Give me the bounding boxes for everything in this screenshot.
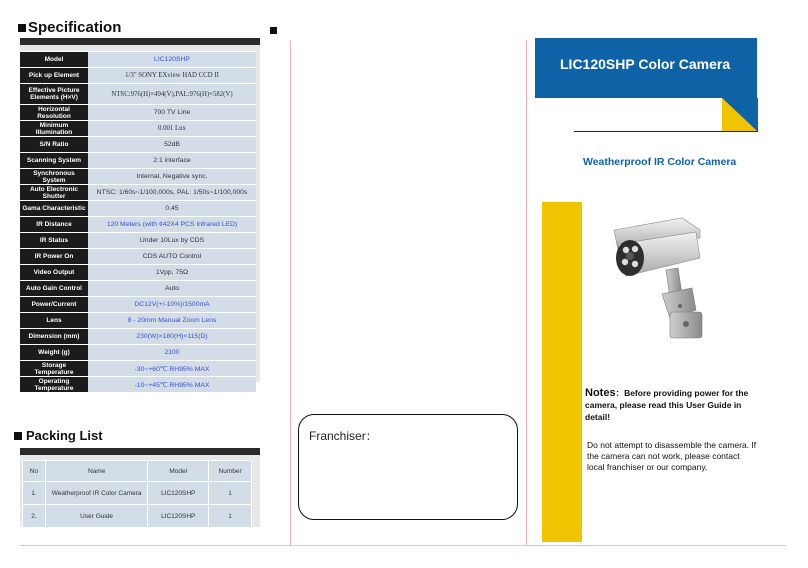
spec-label: Video Output [20,265,88,281]
spec-row [20,185,256,201]
packing-column-header: No [23,461,46,482]
packing-cell: User Guide [45,505,147,528]
spec-value: -30~+60℃ RH95% MAX [88,361,256,377]
spec-value: DC12V(+/-10%)/1500mA [88,297,256,313]
spec-value: 8 - 20mm Manual Zoom Lens [88,313,256,329]
fold-line [526,40,527,545]
spec-label: Storage Temperature [20,361,88,377]
section-bullet [18,24,26,32]
spec-value: NTSC:976(H)×494(V),PAL:976(H)×582(V) [88,84,256,105]
spec-label: Minimum Illumination [20,121,88,137]
spec-label: Synchronous System [20,169,88,185]
packing-column-header: Model [148,461,209,482]
spec-label: Model [20,52,88,68]
spec-row [20,329,256,345]
spec-value: 120 Meters (with ¢42X4 PCS Infrared LED) [88,217,256,233]
packing-cell: LIC120SHP [148,505,209,528]
spec-label: Operating Temperature [20,377,88,393]
spec-row [20,121,256,137]
notes-text: ：Before providing power for the camera, please read this User Guide in detail! [585,388,749,422]
spec-row [20,313,256,329]
warning-paragraph: Do not attempt to disassemble the camera. If the camera can not work, please contact local franchiser or our company. [587,440,757,472]
specification-header-bar [20,38,260,45]
packing-cell: 1 [209,482,252,505]
spec-value: 230(W)×180(H)×115(D) [88,329,256,345]
specification-table [20,51,256,393]
spec-label: IR Power On [20,249,88,265]
spec-row [20,217,256,233]
packing-cell: 1. [23,482,46,505]
spec-row [20,265,256,281]
yellow-side-bar [542,202,582,542]
spec-label: Power/Current [20,297,88,313]
spec-value: 0.45 [88,201,256,217]
section-bullet [14,432,22,440]
spec-value: 2100 [88,345,256,361]
spec-row [20,153,256,169]
spec-label: IR Status [20,233,88,249]
yellow-corner-triangle [722,98,758,132]
spec-value: 700 TV Line [88,105,256,121]
cover-title: LIC120SHP Color Camera [560,56,731,72]
camera-icon [604,214,708,344]
packing-column-header: Number [209,461,252,482]
packing-list-table [22,460,252,528]
spec-row [20,169,256,185]
packing-cell: Weatherproof IR Color Camera [45,482,147,505]
spec-value: LIC120SHP [88,52,256,68]
spec-row [20,345,256,361]
spec-value: Internal, Negative sync. [88,169,256,185]
spec-value: 52dB [88,137,256,153]
section-bullet [270,27,277,34]
cover-underline [574,131,758,132]
spec-value: CDS AUTO Control [88,249,256,265]
spec-label: IR Distance [20,217,88,233]
spec-label: Scanning System [20,153,88,169]
spec-value: 2:1 interface [88,153,256,169]
spec-value: 1Vpp, 75Ω [88,265,256,281]
spec-label: Auto Gain Control [20,281,88,297]
spec-value: 0.001 Lux [88,121,256,137]
spec-label: Pick up Element [20,68,88,84]
cover-subtitle: Weatherproof IR Color Camera [583,156,737,168]
spec-row [20,297,256,313]
notes-paragraph [585,387,760,423]
packing-cell: LIC120SHP [148,482,209,505]
franchiser-box [298,414,518,520]
packing-row [23,505,252,528]
spec-label: Horizontal Resolution [20,105,88,121]
spec-value: -10~+45℃ RH95% MAX [88,377,256,393]
cover-title-banner [535,38,757,98]
packing-list-header-bar [20,448,260,455]
packing-list-title: Packing List [26,428,103,443]
packing-column-header: Name [45,461,147,482]
spec-value: Under 10Lux by CDS [88,233,256,249]
spec-row [20,68,256,84]
spec-label: Auto Electronic Shutter [20,185,88,201]
specification-title: Specification [28,19,122,36]
packing-header-row [23,461,252,482]
notes-lead: Notes [585,387,616,399]
spec-label: Gama Characteristic [20,201,88,217]
spec-row [20,233,256,249]
spec-label: S/N Ratio [20,137,88,153]
spec-value: 1/3" SONY EXview HAD CCD II [88,68,256,84]
fold-line [290,40,291,545]
spec-value: Auto [88,281,256,297]
spec-row [20,281,256,297]
packing-cell: 1 [209,505,252,528]
spec-row [20,52,256,68]
spec-label: Lens [20,313,88,329]
spec-label: Effective Picture Elements (H×V) [20,84,88,105]
spec-row [20,201,256,217]
packing-cell: 2. [23,505,46,528]
packing-row [23,482,252,505]
spec-label: Dimension (mm) [20,329,88,345]
franchiser-label: Franchiser： [309,429,378,443]
spec-value: NTSC: 1/60s~1/100,000s, PAL: 1/50s~1/100,000s [88,185,256,201]
page-bottom-line [20,545,786,546]
spec-row [20,105,256,121]
spec-row [20,361,256,377]
spec-row [20,84,256,105]
spec-row [20,249,256,265]
spec-row [20,137,256,153]
spec-row [20,377,256,393]
spec-label: Weight (g) [20,345,88,361]
